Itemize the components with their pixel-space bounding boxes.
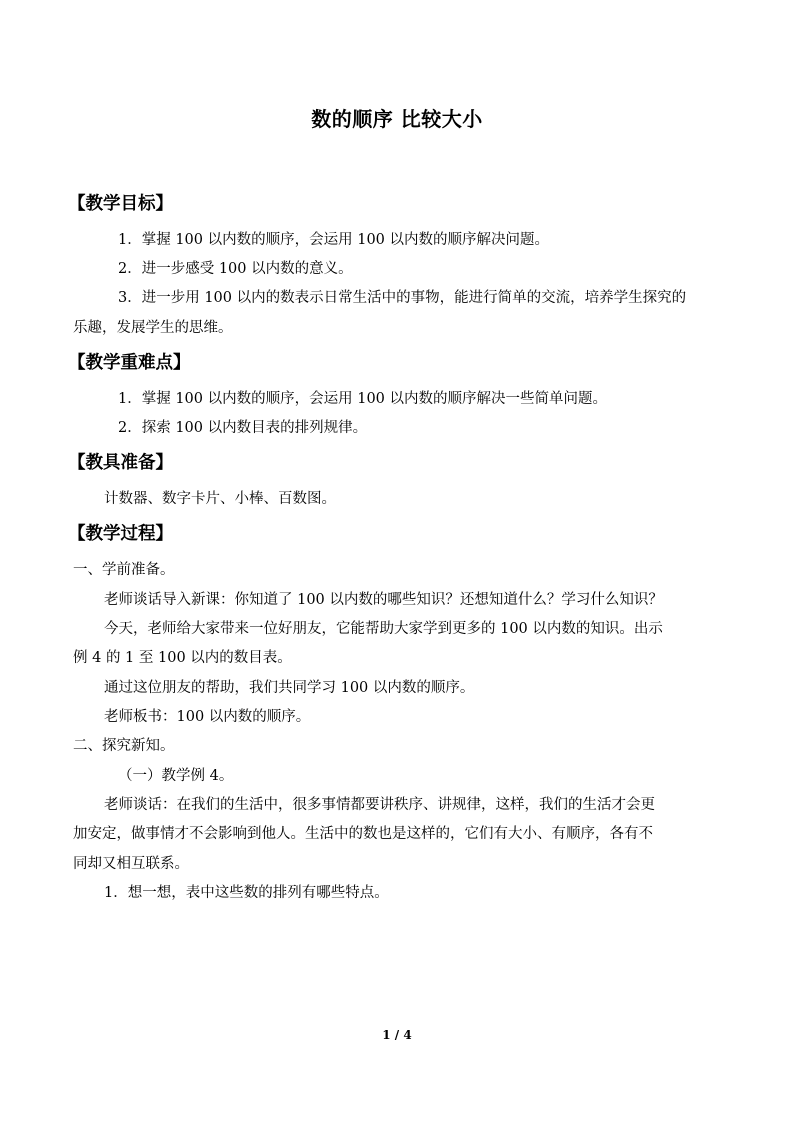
process-line: 今天，老师给大家带来一位好朋友，它能帮助大家学到更多的 100 以内数的知识。出示 (104, 621, 663, 637)
process-line: 二、探究新知。 (73, 738, 175, 754)
process-line: 1．想一想，表中这些数的排列有哪些特点。 (104, 885, 389, 901)
process-line: 例 4 的 1 至 100 以内的数目表。 (73, 650, 292, 666)
section-heading-process: 【教学过程】 (68, 524, 173, 544)
keypoint-item: 1．掌握 100 以内数的顺序，会运用 100 以内数的顺序解决一些简单问题。 (118, 391, 608, 407)
process-line: 同却又相互联系。 (73, 856, 189, 872)
goal-item: 1．掌握 100 以内数的顺序，会运用 100 以内数的顺序解决问题。 (118, 232, 550, 248)
process-line: 加安定，做事情才不会影响到他人。生活中的数也是这样的，它们有大小、有顺序，各有不 (73, 826, 653, 842)
document-title: 数的顺序 比较大小 (311, 107, 483, 131)
section-heading-materials: 【教具准备】 (68, 453, 173, 473)
process-line: （一）教学例 4。 (118, 768, 234, 784)
process-line: 一、学前准备。 (73, 562, 175, 578)
process-line: 老师板书：100 以内数的顺序。 (104, 709, 311, 725)
process-line: 老师谈话导入新课：你知道了 100 以内数的哪些知识？还想知道什么？学习什么知识？ (104, 592, 663, 608)
process-line: 老师谈话：在我们的生活中，很多事情都要讲秩序、讲规律，这样，我们的生活才会更 (104, 797, 655, 813)
section-heading-goals: 【教学目标】 (68, 194, 173, 214)
keypoint-item: 2．探索 100 以内数目表的排列规律。 (118, 420, 368, 436)
goal-item: 2．进一步感受 100 以内数的意义。 (118, 261, 353, 277)
materials-item: 计数器、数字卡片、小棒、百数图。 (104, 491, 336, 507)
goal-item: 3．进一步用 100 以内的数表示日常生活中的事物，能进行简单的交流，培养学生探究的 (118, 290, 687, 306)
goal-item-continuation: 乐趣，发展学生的思维。 (73, 320, 233, 336)
section-heading-keypoints: 【教学重难点】 (68, 353, 191, 373)
page-number: 1 / 4 (382, 1028, 412, 1042)
process-line: 通过这位朋友的帮助，我们共同学习 100 以内数的顺序。 (104, 680, 475, 696)
